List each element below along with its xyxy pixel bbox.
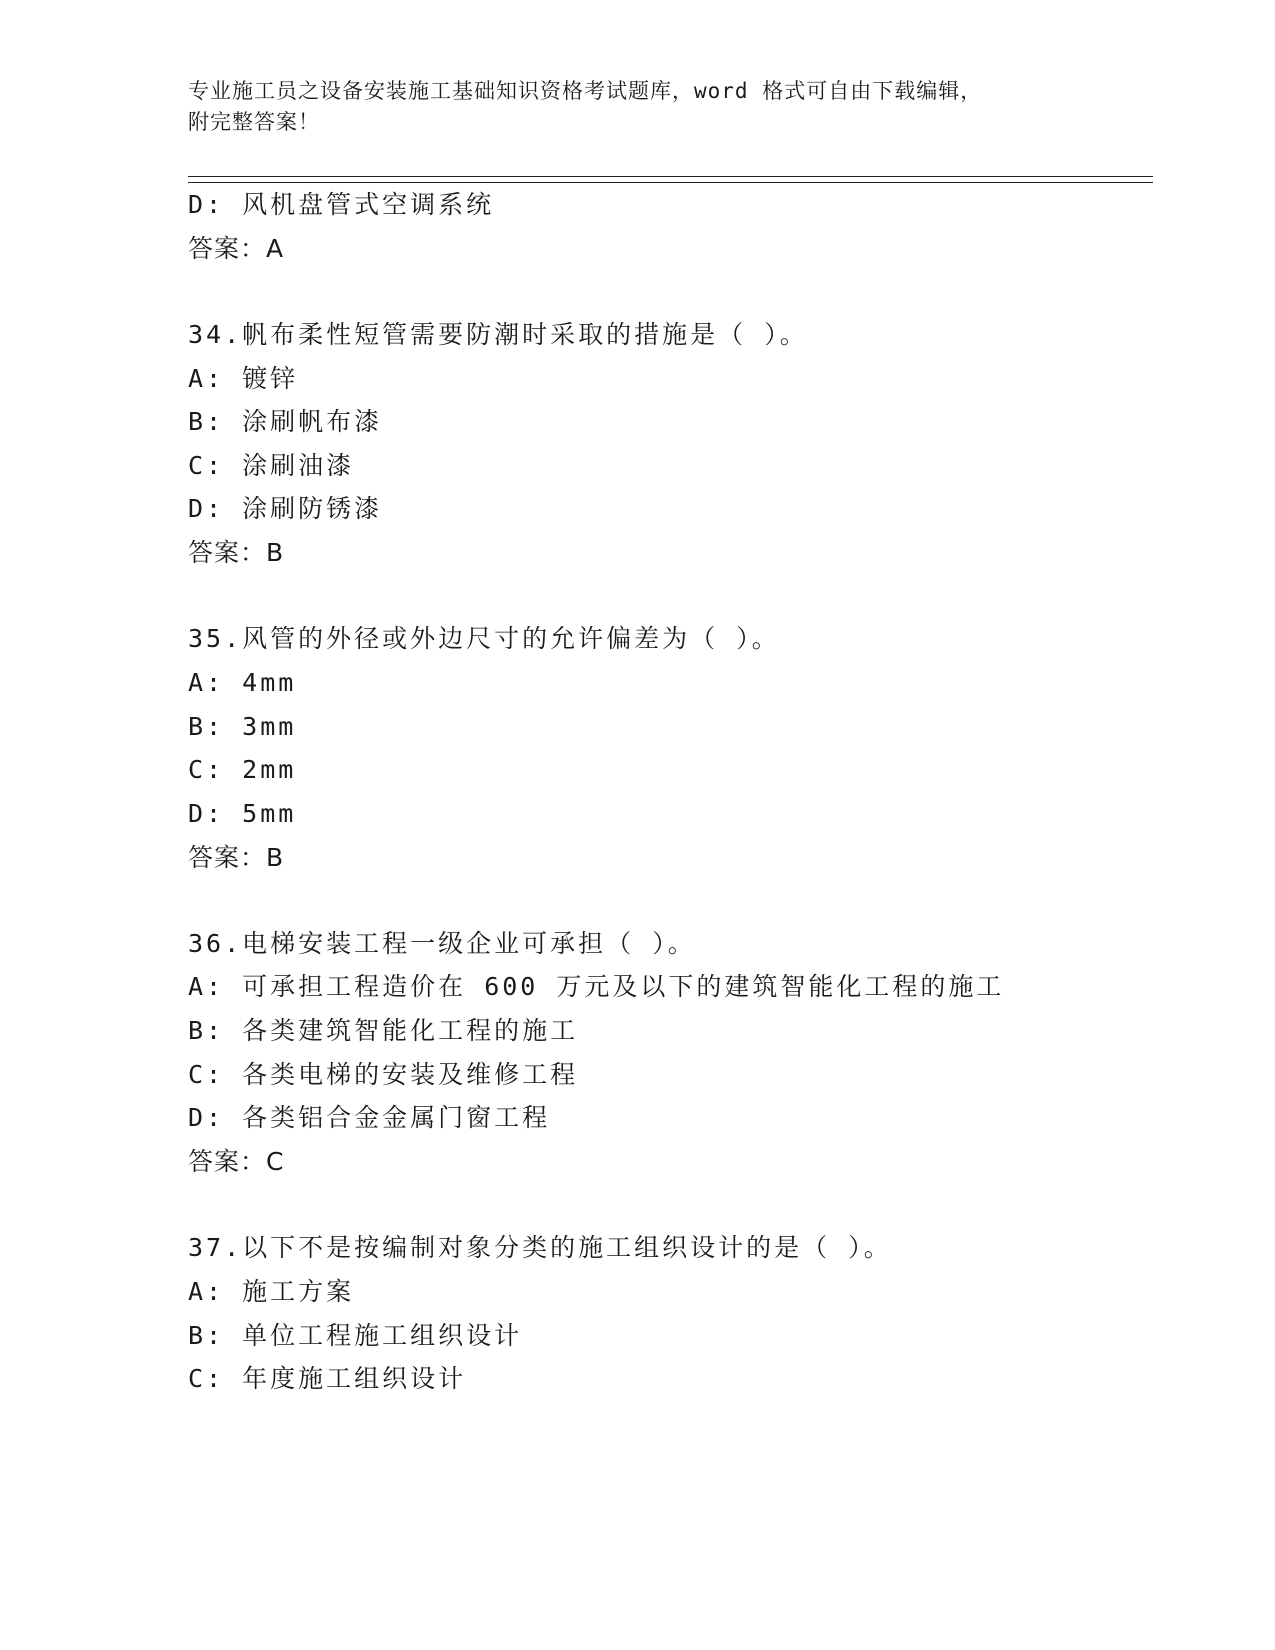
header-divider-bottom: [188, 182, 1153, 183]
option-d: D: 风机盘管式空调系统: [188, 190, 495, 219]
answer-line: 答案：B: [188, 843, 285, 872]
option-a: A: 施工方案: [188, 1277, 355, 1306]
answer-line: 答案：B: [188, 538, 285, 567]
option-b: B: 单位工程施工组织设计: [188, 1321, 523, 1350]
document-header: [188, 76, 1088, 138]
option-c: C: 涂刷油漆: [188, 451, 355, 480]
header-divider-top: [188, 176, 1153, 177]
option-d: D: 各类铝合金金属门窗工程: [188, 1103, 551, 1132]
question-title: 34.帆布柔性短管需要防潮时采取的措施是（ ）。: [188, 320, 808, 349]
question-title: 37.以下不是按编制对象分类的施工组织设计的是（ ）。: [188, 1233, 892, 1262]
answer-line: 答案：C: [188, 1147, 285, 1176]
option-a: A: 可承担工程造价在 600 万元及以下的建筑智能化工程的施工: [188, 972, 1005, 1001]
option-b: B: 涂刷帆布漆: [188, 407, 383, 436]
option-c: C: 年度施工组织设计: [188, 1364, 467, 1393]
question-title: 35.风管的外径或外边尺寸的允许偏差为（ ）。: [188, 624, 780, 653]
option-c: C: 2mm: [188, 755, 297, 784]
option-d: D: 5mm: [188, 799, 297, 828]
header-line-1: 专业施工员之设备安装施工基础知识资格考试题库，word 格式可自由下载编辑，: [188, 79, 983, 103]
option-d: D: 涂刷防锈漆: [188, 494, 383, 523]
option-a: A: 镀锌: [188, 364, 299, 393]
option-b: B: 各类建筑智能化工程的施工: [188, 1016, 579, 1045]
option-b: B: 3mm: [188, 712, 297, 741]
answer-line: 答案：A: [188, 234, 285, 263]
header-line-2: 附完整答案！: [188, 110, 320, 134]
question-title: 36.电梯安装工程一级企业可承担（ ）。: [188, 929, 696, 958]
option-a: A: 4mm: [188, 668, 297, 697]
option-c: C: 各类电梯的安装及维修工程: [188, 1060, 579, 1089]
